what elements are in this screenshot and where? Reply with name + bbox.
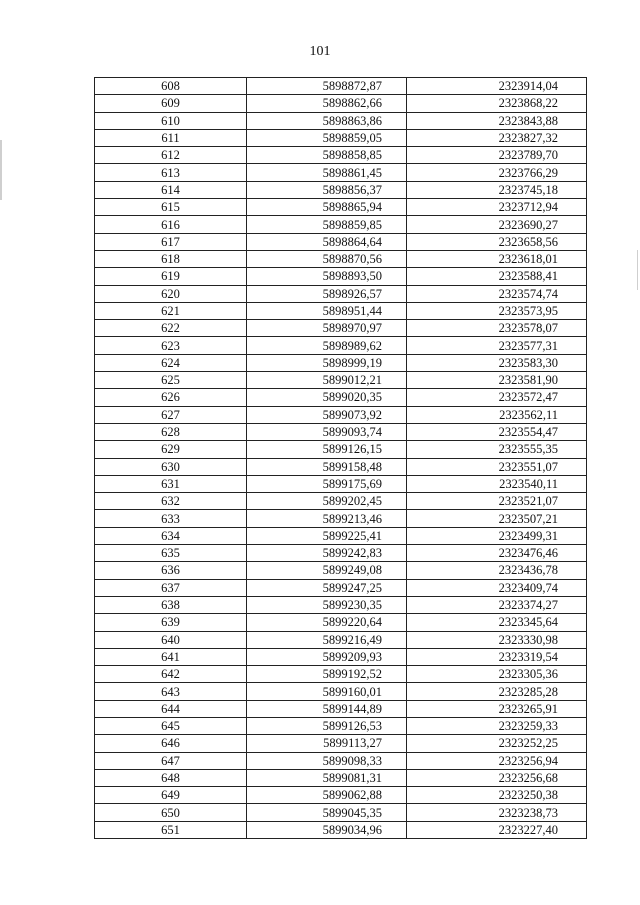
point-number-cell: 647: [95, 752, 247, 769]
point-number-cell: 624: [95, 354, 247, 371]
x-coordinate-cell: 5899144,89: [247, 700, 407, 717]
point-number-cell: 646: [95, 735, 247, 752]
x-coordinate-cell: 5898870,56: [247, 250, 407, 267]
x-coordinate-cell: 5898863,86: [247, 112, 407, 129]
y-coordinate-cell: 2323259,33: [407, 717, 587, 734]
x-coordinate-cell: 5898872,87: [247, 78, 407, 95]
x-coordinate-cell: 5899192,52: [247, 666, 407, 683]
point-number-cell: 639: [95, 614, 247, 631]
table-row: [95, 423, 587, 440]
x-coordinate-cell: 5899216,49: [247, 631, 407, 648]
point-number-cell: 623: [95, 337, 247, 354]
point-number-cell: 640: [95, 631, 247, 648]
y-coordinate-cell: 2323554,47: [407, 423, 587, 440]
y-coordinate-cell: 2323843,88: [407, 112, 587, 129]
x-coordinate-cell: 5899020,35: [247, 389, 407, 406]
x-coordinate-cell: 5899045,35: [247, 804, 407, 821]
table-row: [95, 78, 587, 95]
y-coordinate-cell: 2323588,41: [407, 268, 587, 285]
point-number-cell: 643: [95, 683, 247, 700]
point-number-cell: 622: [95, 320, 247, 337]
table-row: [95, 475, 587, 492]
x-coordinate-cell: 5899220,64: [247, 614, 407, 631]
point-number-cell: 631: [95, 475, 247, 492]
table-row: [95, 112, 587, 129]
x-coordinate-cell: 5898858,85: [247, 147, 407, 164]
x-coordinate-cell: 5899202,45: [247, 493, 407, 510]
table-row: [95, 769, 587, 786]
scan-edge-mark-left: [0, 140, 2, 200]
y-coordinate-cell: 2323581,90: [407, 372, 587, 389]
y-coordinate-cell: 2323827,32: [407, 129, 587, 146]
table-row: [95, 389, 587, 406]
point-number-cell: 608: [95, 78, 247, 95]
x-coordinate-cell: 5898856,37: [247, 181, 407, 198]
table-row: [95, 233, 587, 250]
y-coordinate-cell: 2323766,29: [407, 164, 587, 181]
x-coordinate-cell: 5899213,46: [247, 510, 407, 527]
y-coordinate-cell: 2323374,27: [407, 596, 587, 613]
x-coordinate-cell: 5898893,50: [247, 268, 407, 285]
point-number-cell: 614: [95, 181, 247, 198]
y-coordinate-cell: 2323574,74: [407, 285, 587, 302]
table-row: [95, 614, 587, 631]
point-number-cell: 645: [95, 717, 247, 734]
coordinates-table-body: [95, 78, 587, 839]
y-coordinate-cell: 2323914,04: [407, 78, 587, 95]
table-row: [95, 285, 587, 302]
point-number-cell: 638: [95, 596, 247, 613]
table-row: [95, 164, 587, 181]
table-row: [95, 735, 587, 752]
table-row: [95, 631, 587, 648]
table-row: [95, 527, 587, 544]
y-coordinate-cell: 2323572,47: [407, 389, 587, 406]
y-coordinate-cell: 2323690,27: [407, 216, 587, 233]
y-coordinate-cell: 2323256,68: [407, 769, 587, 786]
y-coordinate-cell: 2323521,07: [407, 493, 587, 510]
x-coordinate-cell: 5898861,45: [247, 164, 407, 181]
y-coordinate-cell: 2323562,11: [407, 406, 587, 423]
y-coordinate-cell: 2323250,38: [407, 787, 587, 804]
table-row: [95, 250, 587, 267]
x-coordinate-cell: 5899158,48: [247, 458, 407, 475]
x-coordinate-cell: 5899012,21: [247, 372, 407, 389]
table-row: [95, 372, 587, 389]
table-row: [95, 666, 587, 683]
point-number-cell: 642: [95, 666, 247, 683]
y-coordinate-cell: 2323436,78: [407, 562, 587, 579]
y-coordinate-cell: 2323555,35: [407, 441, 587, 458]
x-coordinate-cell: 5898989,62: [247, 337, 407, 354]
y-coordinate-cell: 2323345,64: [407, 614, 587, 631]
y-coordinate-cell: 2323578,07: [407, 320, 587, 337]
table-row: [95, 510, 587, 527]
table-row: [95, 441, 587, 458]
table-row: [95, 320, 587, 337]
table-row: [95, 337, 587, 354]
point-number-cell: 620: [95, 285, 247, 302]
x-coordinate-cell: 5899209,93: [247, 648, 407, 665]
point-number-cell: 629: [95, 441, 247, 458]
y-coordinate-cell: 2323265,91: [407, 700, 587, 717]
table-row: [95, 129, 587, 146]
point-number-cell: 635: [95, 545, 247, 562]
y-coordinate-cell: 2323252,25: [407, 735, 587, 752]
y-coordinate-cell: 2323238,73: [407, 804, 587, 821]
x-coordinate-cell: 5899247,25: [247, 579, 407, 596]
table-row: [95, 804, 587, 821]
table-row: [95, 752, 587, 769]
table-row: [95, 562, 587, 579]
y-coordinate-cell: 2323507,21: [407, 510, 587, 527]
table-row: [95, 717, 587, 734]
point-number-cell: 617: [95, 233, 247, 250]
table-row: [95, 787, 587, 804]
point-number-cell: 650: [95, 804, 247, 821]
point-number-cell: 613: [95, 164, 247, 181]
point-number-cell: 615: [95, 199, 247, 216]
table-row: [95, 216, 587, 233]
table-row: [95, 458, 587, 475]
point-number-cell: 616: [95, 216, 247, 233]
x-coordinate-cell: 5899098,33: [247, 752, 407, 769]
x-coordinate-cell: 5899160,01: [247, 683, 407, 700]
x-coordinate-cell: 5899081,31: [247, 769, 407, 786]
point-number-cell: 641: [95, 648, 247, 665]
table-row: [95, 493, 587, 510]
point-number-cell: 610: [95, 112, 247, 129]
table-row: [95, 648, 587, 665]
point-number-cell: 632: [95, 493, 247, 510]
x-coordinate-cell: 5899062,88: [247, 787, 407, 804]
y-coordinate-cell: 2323551,07: [407, 458, 587, 475]
table-row: [95, 181, 587, 198]
y-coordinate-cell: 2323330,98: [407, 631, 587, 648]
point-number-cell: 612: [95, 147, 247, 164]
page-number: 101: [309, 44, 331, 59]
table-row: [95, 596, 587, 613]
x-coordinate-cell: 5898865,94: [247, 199, 407, 216]
point-number-cell: 636: [95, 562, 247, 579]
point-number-cell: 637: [95, 579, 247, 596]
point-number-cell: 621: [95, 302, 247, 319]
point-number-cell: 619: [95, 268, 247, 285]
x-coordinate-cell: 5898862,66: [247, 95, 407, 112]
point-number-cell: 651: [95, 821, 247, 838]
table-row: [95, 147, 587, 164]
point-number-cell: 627: [95, 406, 247, 423]
table-row: [95, 545, 587, 562]
table-row: [95, 821, 587, 838]
x-coordinate-cell: 5898970,97: [247, 320, 407, 337]
x-coordinate-cell: 5899225,41: [247, 527, 407, 544]
table-row: [95, 700, 587, 717]
point-number-cell: 644: [95, 700, 247, 717]
x-coordinate-cell: 5899175,69: [247, 475, 407, 492]
point-number-cell: 633: [95, 510, 247, 527]
point-number-cell: 634: [95, 527, 247, 544]
table-row: [95, 406, 587, 423]
x-coordinate-cell: 5899242,83: [247, 545, 407, 562]
table-row: [95, 199, 587, 216]
point-number-cell: 648: [95, 769, 247, 786]
x-coordinate-cell: 5899249,08: [247, 562, 407, 579]
y-coordinate-cell: 2323658,56: [407, 233, 587, 250]
point-number-cell: 609: [95, 95, 247, 112]
point-number-cell: 628: [95, 423, 247, 440]
x-coordinate-cell: 5898951,44: [247, 302, 407, 319]
x-coordinate-cell: 5898926,57: [247, 285, 407, 302]
y-coordinate-cell: 2323868,22: [407, 95, 587, 112]
y-coordinate-cell: 2323305,36: [407, 666, 587, 683]
point-number-cell: 630: [95, 458, 247, 475]
y-coordinate-cell: 2323409,74: [407, 579, 587, 596]
table-row: [95, 683, 587, 700]
x-coordinate-cell: 5898999,19: [247, 354, 407, 371]
x-coordinate-cell: 5899073,92: [247, 406, 407, 423]
y-coordinate-cell: 2323745,18: [407, 181, 587, 198]
x-coordinate-cell: 5899093,74: [247, 423, 407, 440]
coordinates-table: [94, 77, 587, 839]
x-coordinate-cell: 5899034,96: [247, 821, 407, 838]
point-number-cell: 625: [95, 372, 247, 389]
y-coordinate-cell: 2323540,11: [407, 475, 587, 492]
table-row: [95, 268, 587, 285]
y-coordinate-cell: 2323577,31: [407, 337, 587, 354]
table-row: [95, 95, 587, 112]
y-coordinate-cell: 2323499,31: [407, 527, 587, 544]
y-coordinate-cell: 2323789,70: [407, 147, 587, 164]
y-coordinate-cell: 2323583,30: [407, 354, 587, 371]
point-number-cell: 649: [95, 787, 247, 804]
y-coordinate-cell: 2323573,95: [407, 302, 587, 319]
table-row: [95, 302, 587, 319]
y-coordinate-cell: 2323256,94: [407, 752, 587, 769]
point-number-cell: 626: [95, 389, 247, 406]
y-coordinate-cell: 2323712,94: [407, 199, 587, 216]
x-coordinate-cell: 5898859,05: [247, 129, 407, 146]
y-coordinate-cell: 2323476,46: [407, 545, 587, 562]
y-coordinate-cell: 2323227,40: [407, 821, 587, 838]
scan-edge-mark-right: [637, 250, 638, 290]
x-coordinate-cell: 5899113,27: [247, 735, 407, 752]
y-coordinate-cell: 2323285,28: [407, 683, 587, 700]
x-coordinate-cell: 5899230,35: [247, 596, 407, 613]
x-coordinate-cell: 5899126,15: [247, 441, 407, 458]
point-number-cell: 618: [95, 250, 247, 267]
point-number-cell: 611: [95, 129, 247, 146]
x-coordinate-cell: 5898864,64: [247, 233, 407, 250]
x-coordinate-cell: 5898859,85: [247, 216, 407, 233]
table-row: [95, 354, 587, 371]
y-coordinate-cell: 2323618,01: [407, 250, 587, 267]
y-coordinate-cell: 2323319,54: [407, 648, 587, 665]
x-coordinate-cell: 5899126,53: [247, 717, 407, 734]
table-row: [95, 579, 587, 596]
